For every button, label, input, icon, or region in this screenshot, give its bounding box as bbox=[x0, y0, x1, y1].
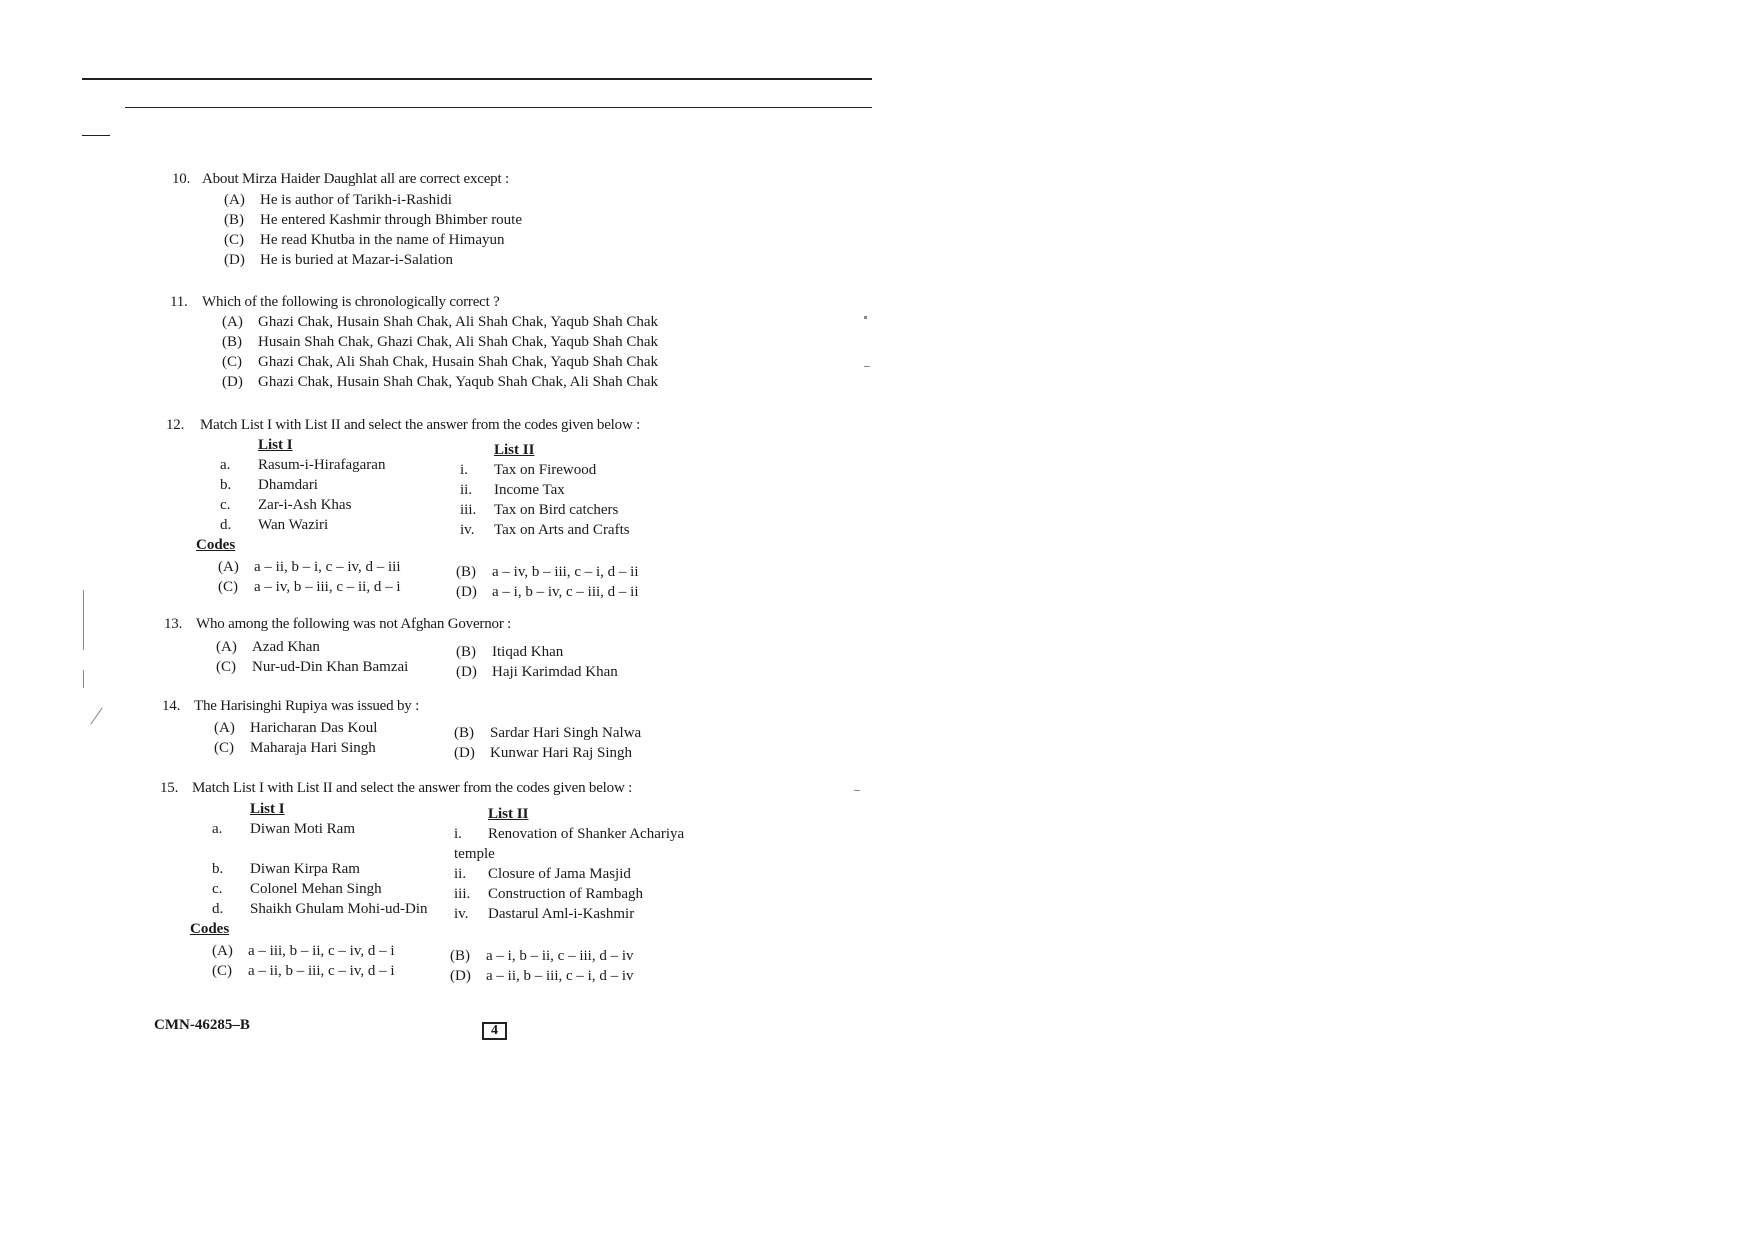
codes-heading: Codes bbox=[190, 921, 230, 937]
code-option-d: (D) a – i, b – iv, c – iii, d – ii bbox=[456, 584, 639, 600]
list-2-item: ii. Income Tax bbox=[460, 482, 565, 498]
header-rule-bottom bbox=[125, 107, 872, 108]
list-1-item: d. Wan Waziri bbox=[220, 517, 329, 533]
question-number: 14. bbox=[162, 698, 181, 714]
list-2-item: ii. Closure of Jama Masjid bbox=[454, 866, 631, 882]
option-a: (A) Haricharan Das Koul bbox=[214, 720, 378, 736]
list-1-item: c. Zar-i-Ash Khas bbox=[220, 497, 352, 513]
scan-mark bbox=[83, 670, 84, 688]
option-c: (C) Maharaja Hari Singh bbox=[214, 740, 376, 756]
list-2-heading: List II bbox=[488, 806, 529, 822]
list-2-item-continuation: temple bbox=[454, 846, 495, 862]
page-number: 4 bbox=[482, 1022, 507, 1040]
list-2-item: i. Renovation of Shanker Achariya bbox=[454, 826, 685, 842]
option-b: (B) Husain Shah Chak, Ghazi Chak, Ali Shah Chak, Yaqub Shah Chak bbox=[222, 334, 658, 350]
option-a: (A) Azad Khan bbox=[216, 639, 320, 655]
option-c: (C) He read Khutba in the name of Himayun bbox=[224, 232, 505, 248]
list-2-item: iii. Tax on Bird catchers bbox=[460, 502, 619, 518]
list-1-item: a. Rasum-i-Hirafagaran bbox=[220, 457, 386, 473]
code-option-d: (D) a – ii, b – iii, c – i, d – iv bbox=[450, 968, 634, 984]
option-c: (C) Ghazi Chak, Ali Shah Chak, Husain Shah Chak, Yaqub Shah Chak bbox=[222, 354, 658, 370]
code-option-b: (B) a – iv, b – iii, c – i, d – ii bbox=[456, 564, 639, 580]
question-text: Match List I with List II and select the answer from the codes given below : bbox=[192, 780, 633, 796]
question-number: 15. bbox=[160, 780, 179, 796]
list-2-heading: List II bbox=[494, 442, 535, 458]
list-2-item: iv. Tax on Arts and Crafts bbox=[460, 522, 630, 538]
question-text: Match List I with List II and select the answer from the codes given below : bbox=[200, 417, 641, 433]
scan-mark bbox=[83, 590, 84, 650]
scan-mark bbox=[864, 366, 870, 367]
list-2-item: i. Tax on Firewood bbox=[460, 462, 597, 478]
list-1-heading: List I bbox=[258, 437, 293, 453]
option-d: (D) He is buried at Mazar-i-Salation bbox=[224, 252, 453, 268]
scan-mark bbox=[90, 708, 102, 725]
question-number: 12. bbox=[166, 417, 185, 433]
option-d: (D) Ghazi Chak, Husain Shah Chak, Yaqub Shah Chak, Ali Shah Chak bbox=[222, 374, 658, 390]
option-d: (D) Kunwar Hari Raj Singh bbox=[454, 745, 633, 761]
list-1-item: d. Shaikh Ghulam Mohi-ud-Din bbox=[212, 901, 428, 917]
code-option-c: (C) a – iv, b – iii, c – ii, d – i bbox=[218, 579, 401, 595]
code-option-b: (B) a – i, b – ii, c – iii, d – iv bbox=[450, 948, 634, 964]
scan-mark bbox=[854, 790, 860, 791]
code-option-a: (A) a – ii, b – i, c – iv, d – iii bbox=[218, 559, 401, 575]
question-text: About Mirza Haider Daughlat all are correct except : bbox=[202, 171, 509, 187]
question-text: The Harisinghi Rupiya was issued by : bbox=[194, 698, 420, 714]
list-1-item: a. Diwan Moti Ram bbox=[212, 821, 355, 837]
codes-heading: Codes bbox=[196, 537, 236, 553]
paper-code: CMN-46285–B bbox=[154, 1017, 250, 1033]
code-option-a: (A) a – iii, b – ii, c – iv, d – i bbox=[212, 943, 395, 959]
question-number: 11. bbox=[170, 294, 188, 310]
option-c: (C) Nur-ud-Din Khan Bamzai bbox=[216, 659, 409, 675]
option-d: (D) Haji Karimdad Khan bbox=[456, 664, 618, 680]
list-1-item: c. Colonel Mehan Singh bbox=[212, 881, 382, 897]
option-b: (B) Sardar Hari Singh Nalwa bbox=[454, 725, 642, 741]
list-1-item: b. Diwan Kirpa Ram bbox=[212, 861, 360, 877]
list-1-item: b. Dhamdari bbox=[220, 477, 318, 493]
option-a: (A) Ghazi Chak, Husain Shah Chak, Ali Shah Chak, Yaqub Shah Chak bbox=[222, 314, 658, 330]
question-number: 10. bbox=[172, 171, 191, 187]
option-b: (B) Itiqad Khan bbox=[456, 644, 564, 660]
question-text: Who among the following was not Afghan Governor : bbox=[196, 616, 512, 632]
header-rule-top bbox=[82, 78, 872, 80]
option-b: (B) He entered Kashmir through Bhimber route bbox=[224, 212, 523, 228]
option-a: (A) He is author of Tarikh-i-Rashidi bbox=[224, 192, 452, 208]
scan-mark bbox=[864, 316, 867, 319]
code-option-c: (C) a – ii, b – iii, c – iv, d – i bbox=[212, 963, 395, 979]
question-text: Which of the following is chronologically correct ? bbox=[202, 294, 500, 310]
margin-dash bbox=[82, 135, 110, 136]
list-2-item: iv. Dastarul Aml-i-Kashmir bbox=[454, 906, 635, 922]
question-number: 13. bbox=[164, 616, 183, 632]
list-2-item: iii. Construction of Rambagh bbox=[454, 886, 643, 902]
list-1-heading: List I bbox=[250, 801, 285, 817]
